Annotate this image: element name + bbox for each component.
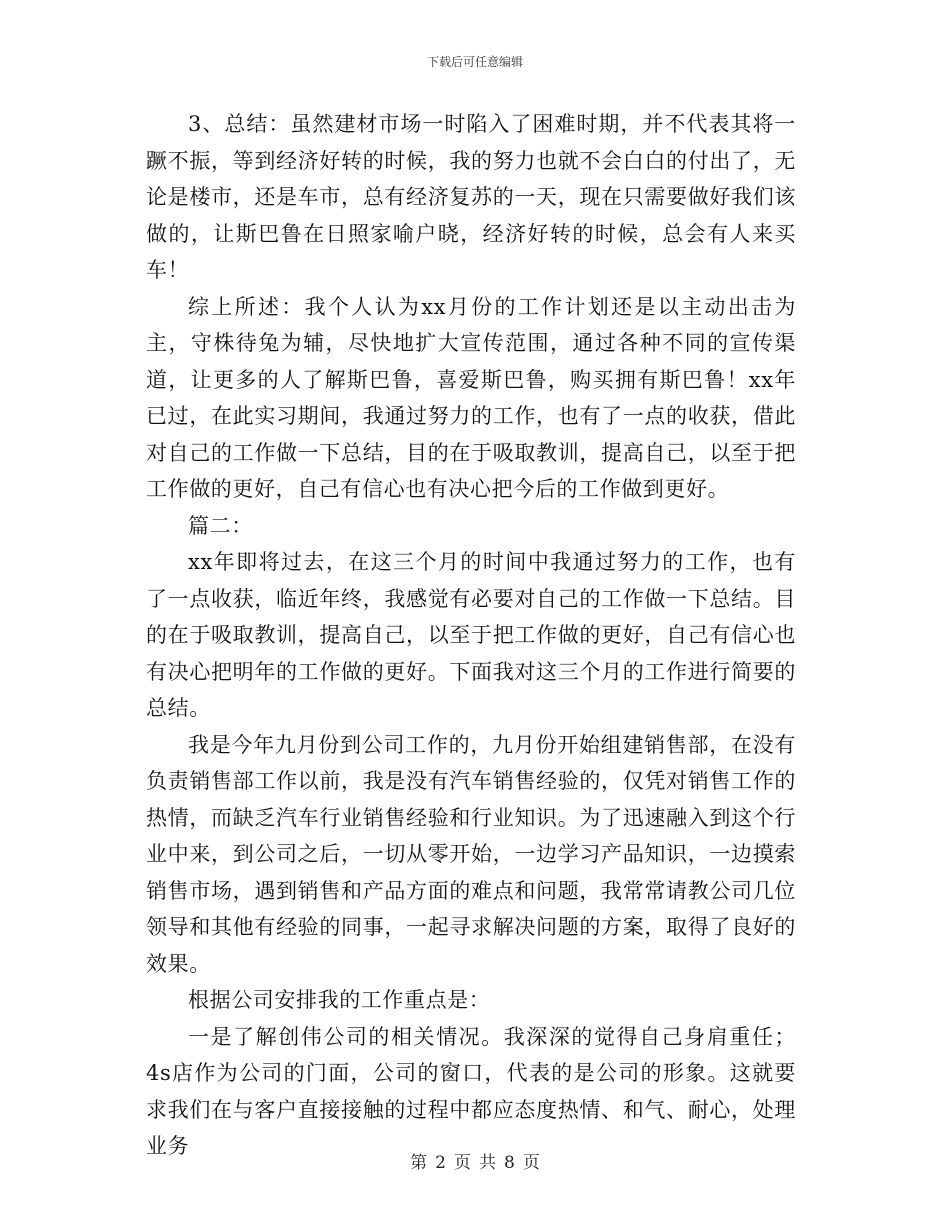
paragraph-focus-one: 一是了解创伟公司的相关情况。我深深的觉得自己身肩重任；4s店作为公司的门面，公司的窗口，代表的是公司的形象。这就要求我们在与客户直接接触的过程中都应态度热情、和气、耐心，处理业务 <box>146 1024 796 1158</box>
document-body <box>146 106 796 1165</box>
footer-current-page: 2 <box>435 1153 446 1173</box>
footer-label-unit-end: 页 <box>522 1153 540 1173</box>
page-header: 下载后可任意编辑 <box>426 55 523 69</box>
footer-total-pages: 8 <box>504 1153 515 1173</box>
section-heading: 篇二： <box>188 513 253 538</box>
paragraph-intro: xx年即将过去，在这三个月的时间中我通过努力的工作，也有了一点收获，临近年终，我感觉有必要对自己的工作做一下总结。目的在于吸取教训，提高自己，以至于把工作做的更好，自己有信心也有决心把明年的工作做的更好。下面我对这三个月的工作进行简要的总结。 <box>146 550 796 720</box>
page-footer <box>0 1152 950 1174</box>
footer-label-total: 共 <box>479 1153 496 1173</box>
footer-label-page: 第 <box>410 1153 428 1173</box>
paragraph-focus-heading: 根据公司安排我的工作重点是： <box>188 988 491 1012</box>
footer-label-unit: 页 <box>454 1153 471 1173</box>
paragraph-background: 我是今年九月份到公司工作的，九月份开始组建销售部，在没有负责销售部工作以前，我是没有汽车销售经验的，仅凭对销售工作的热情，而缺乏汽车行业销售经验和行业知识。为了迅速融入到这个行业中来，到公司之后，一切从零开始，一边学习产品知识，一边摸索销售市场，遇到销售和产品方面的难点和问题，我常常请教公司几位领导和其他有经验的同事，一起寻求解决问题的方案，取得了良好的效果。 <box>146 732 796 976</box>
paragraph-summary: 3、总结：虽然建材市场一时陷入了困难时期，并不代表其将一蹶不振，等到经济好转的时候，我的努力也就不会白白的付出了，无论是楼市，还是车市，总有经济复苏的一天，现在只需要做好我们该做的，让斯巴鲁在日照家喻户晓，经济好转的时候，总会有人来买车！ <box>146 112 796 282</box>
paragraph-conclusion: 综上所述：我个人认为xx月份的工作计划还是以主动出击为主，守株待兔为辅，尽快地扩大宣传范围，通过各种不同的宣传渠道，让更多的人了解斯巴鲁，喜爱斯巴鲁，购买拥有斯巴鲁！xx年已过，在此实习期间，我通过努力的工作，也有了一点的收获，借此对自己的工作做一下总结，目的在于吸取教训，提高自己，以至于把工作做的更好，自己有信心也有决心把今后的工作做到更好。 <box>146 294 796 501</box>
